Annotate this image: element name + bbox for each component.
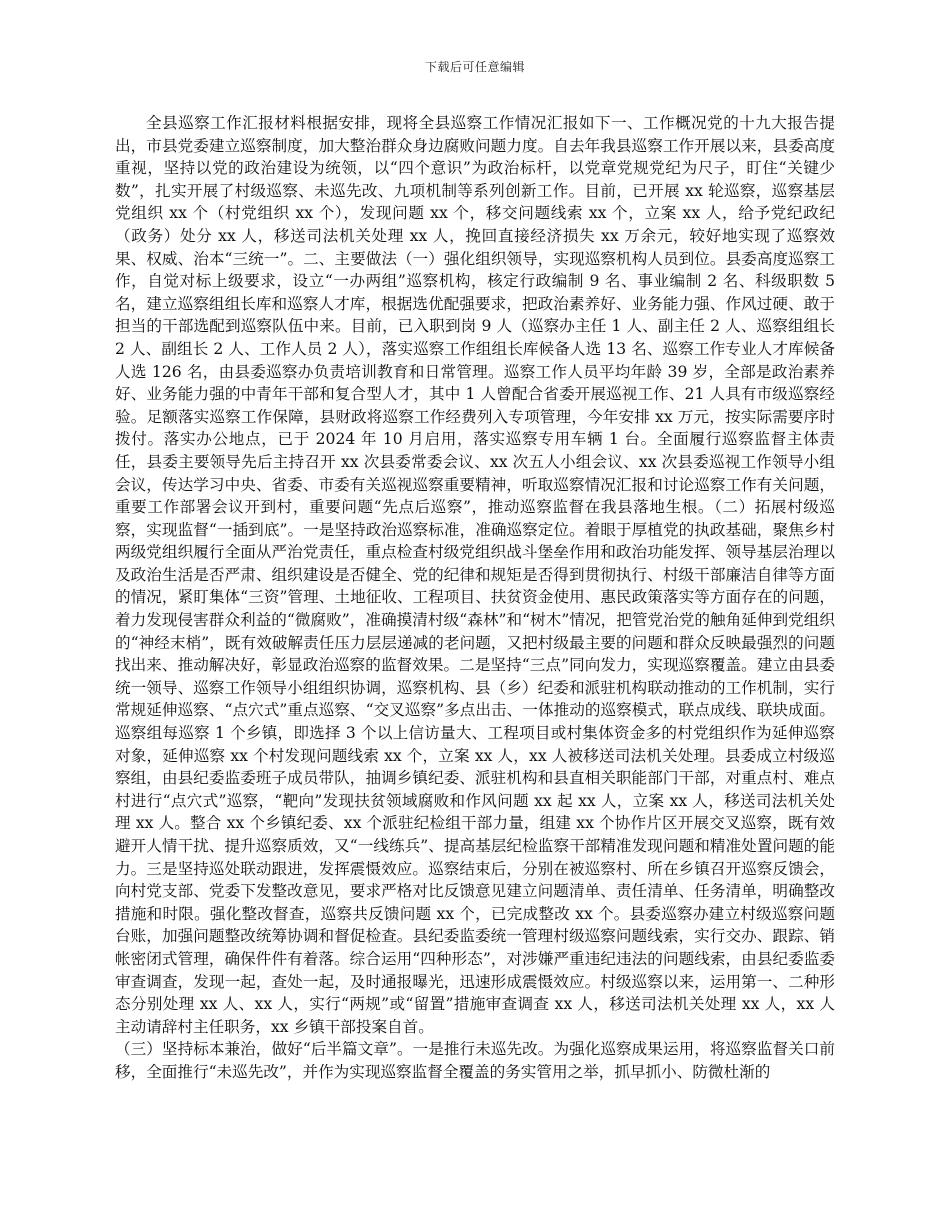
paragraph-section-three: （三）坚持标本兼治，做好“后半篇文章”。一是推行未巡先改。为强化巡察成果运用，将巡察监督关口前移，全面推行“未巡先改”，并作为实现巡察监督全覆盖的务实管用之举，抓早抓小、防微杜渐的 — [115, 1040, 835, 1081]
paragraph-main: 全县巡察工作汇报材料根据安排，现将全县巡察工作情况汇报如下一、工作概况党的十九大报告提出，市县党委建立巡察制度，加大整治群众身边腐败问题力度。自去年我县巡察工作开展以来，县委高度重视，坚持以党的政治建设为统领，以“四个意识”为政治标杆，以党章党规党纪为尺子，盯住“关键少数”，扎实开展了村级巡察、未巡先改、九项机制等系列创新工作。目前，已开展 xx 轮巡察，巡察基层党组织 xx 个（村党组织 xx 个），发现问题 xx 个，移交问题线索 xx 个，立案 xx 人，给予党纪政纪（政务）处分 xx 人，移送司法机关处理 xx 人，挽回直接经济损失 xx 万余元，较好地实现了巡察效果、权威、治本“三统一”。二、主要做法（一）强化组织领导，实现巡察机构人员到位。县委高度巡察工作，自觉对标上级要求，设立“一办两组”巡察机构，核定行政编制 9 名、事业编制 2 名、科级职数 5 名，建立巡察组组长库和巡察人才库，根据选优配强要求，把政治素养好、业务能力强、作风过硬、敢于担当的干部选配到巡察队伍中来。目前，已入职到岗 9 人（巡察办主任 1 人、副主任 2 人、巡察组组长 2 人、副组长 2 人、工作人员 2 人），落实巡察工作组组长库候备人选 13 名、巡察工作专业人才库候备人选 126 名，由县委巡察办负责培训教育和日常管理。巡察工作人员平均年龄 39 岁，全部是政治素养好、业务能力强的中青年干部和复合型人才，其中 1 人曾配合省委开展巡视工作、21 人具有市级巡察经验。足额落实巡察工作保障，县财政将巡察工作经费列入专项管理，今年安排 xx 万元，按实际需要序时拨付。落实办公地点，已于 2024 年 10 月启用，落实巡察专用车辆 1 台。全面履行巡察监督主体责任，县委主要领导先后主持召开 xx 次县委常委会议、xx 次五人小组会议、xx 次县委巡视工作领导小组会议，传达学习中央、省委、市委有关巡视巡察重要精神，听取巡察情况汇报和讨论巡察工作有关问题，重要工作部署会议开到村，重要问题“先点后巡察”，推动巡察监督在我县落地生根。（二）拓展村级巡察，实现监督“一插到底”。一是坚持政治巡察标准，准确巡察定位。着眼于厚植党的执政基础，聚焦乡村两级党组织履行全面从严治党责任，重点检查村级党组织战斗堡垒作用和政治功能发挥、领导基层治理以及政治生活是否严肃、组织建设是否健全、党的纪律和规矩是否得到贯彻执行、村级干部廉洁自律等方面的情况，紧盯集体“三资”管理、土地征收、工程项目、扶贫资金使用、惠民政策落实等方面存在的问题，着力发现侵害群众利益的“微腐败”，准确摸清村级“森林”和“树木”情况，把管党治党的触角延伸到党组织的“神经末梢”，既有效破解责任压力层层递减的老问题，又把村级最主要的问题和群众反映最强烈的问题找出来、推动解决好，彰显政治巡察的监督效果。二是坚持“三点”同向发力，实现巡察覆盖。建立由县委统一领导、巡察工作领导小组组织协调，巡察机构、县（乡）纪委和派驻机构联动推动的工作机制，实行常规延伸巡察、“点穴式”重点巡察、“交叉巡察”多点出击、一体推动的巡察模式，联点成线、联块成面。巡察组每巡察 1 个乡镇，即选择 3 个以上信访量大、工程项目或村集体资金多的村党组织作为延伸巡察对象，延伸巡察 xx 个村发现问题线索 xx 个，立案 xx 人，xx 人被移送司法机关处理。县委成立村级巡察组，由县纪委监委班子成员带队，抽调乡镇纪委、派驻机构和县直相关职能部门干部，对重点村、难点村进行“点穴式”巡察，“靶向”发现扶贫领域腐败和作风问题 xx 起 xx 人，立案 xx 人，移送司法机关处理 xx 人。整合 xx 个乡镇纪委、xx 个派驻纪检组干部力量，组建 xx 个协作片区开展交叉巡察，既有效避开人情干扰、提升巡察质效，又“一线练兵”、提高基层纪检监察干部精准发现问题和精准处置问题的能力。三是坚持巡处联动跟进，发挥震慑效应。巡察结束后，分别在被巡察村、所在乡镇召开巡察反馈会，向村党支部、党委下发整改意见，要求严格对比反馈意见建立问题清单、责任清单、任务清单，明确整改措施和时限。强化整改督查，巡察共反馈问题 xx 个，已完成整改 xx 个。县委巡察办建立村级巡察问题台账，加强问题整改统筹协调和督促检查。县纪委监委统一管理村级巡察问题线索，实行交办、跟踪、销帐密闭式管理，确保件件有着落。综合运用“四种形态”，对涉嫌严重违纪违法的问题线索，由县纪委监委审查调查，发现一起，查处一起，及时通报曝光，迅速形成震慑效应。村级巡察以来，运用第一、二种形态分别处理 xx 人、xx 人，实行“两规”或“留置”措施审查调查 xx 人，移送司法机关处理 xx 人，xx 人主动请辞村主任职务，xx 乡镇干部投案自首。 — [115, 114, 835, 1036]
document-body — [115, 112, 835, 1084]
page-header-note: 下载后可任意编辑 — [424, 60, 525, 74]
